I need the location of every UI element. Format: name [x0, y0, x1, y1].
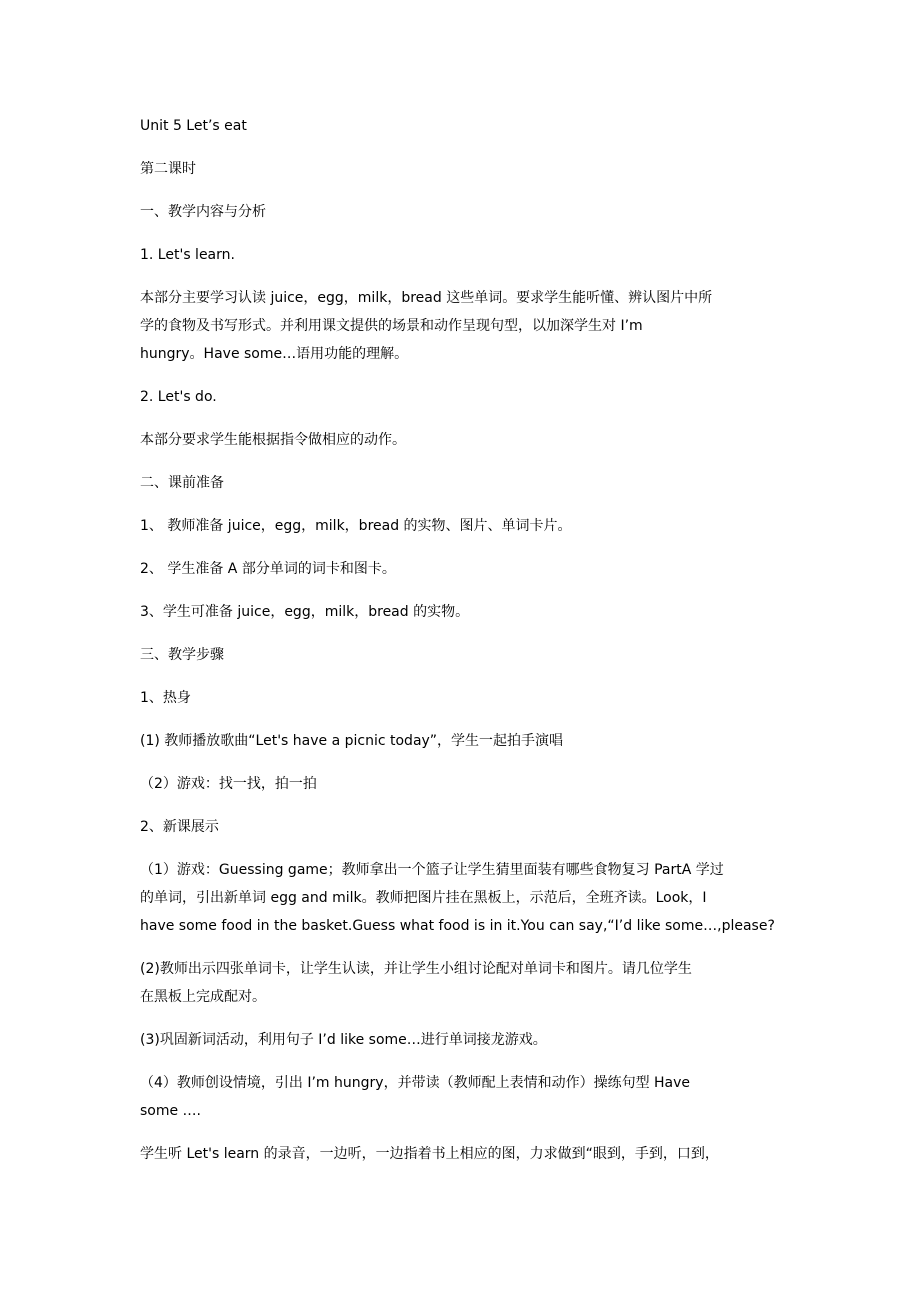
item1-heading: 1. Let's learn.	[140, 247, 235, 263]
section1-heading: 一、教学内容与分析	[140, 204, 266, 220]
document-title: Unit 5 Let’s eat	[140, 118, 247, 134]
step2-p4-line1: （4）教师创设情境，引出 I’m hungry，并带读（教师配上表情和动作）操练句型 Have	[140, 1075, 691, 1091]
step1-item-1: (1) 教师播放歌曲“Let's have a picnic today”，学生一起拍手演唱	[140, 733, 564, 749]
prep-item-1: 1、 教师准备 juice，egg，milk，bread 的实物、图片、单词卡片。	[140, 518, 572, 534]
step2-p2-line1: (2)教师出示四张单词卡，让学生认读，并让学生小组讨论配对单词卡和图片。请几位学生	[140, 961, 692, 977]
step2-p5: 学生听 Let's learn 的录音，一边听，一边指着书上相应的图，力求做到“眼到，手到，口到，	[140, 1146, 719, 1162]
lesson-label: 第二课时	[140, 161, 196, 177]
step2-p1-line2: 的单词，引出新单词 egg and milk。教师把图片挂在黑板上，示范后，全班齐读。Look，I	[140, 890, 707, 906]
section2-heading: 二、课前准备	[140, 475, 224, 491]
prep-item-2: 2、 学生准备 A 部分单词的词卡和图卡。	[140, 561, 396, 577]
item1-body-line3: hungry。Have some…语用功能的理解。	[140, 346, 409, 362]
section3-heading: 三、教学步骤	[140, 647, 224, 663]
step1-item-2: （2）游戏：找一找，拍一拍	[140, 776, 317, 792]
step2-p3: (3)巩固新词活动，利用句子 I’d like some…进行单词接龙游戏。	[140, 1032, 547, 1048]
step2-heading: 2、新课展示	[140, 819, 219, 835]
step2-p4-line2: some ….	[140, 1103, 202, 1119]
step2-p1-line1: （1）游戏：Guessing game；教师拿出一个篮子让学生猜里面装有哪些食物复习 PartA 学过	[140, 862, 724, 878]
item1-body-line1: 本部分主要学习认读 juice，egg，milk，bread 这些单词。要求学生能听懂、辨认图片中所	[140, 290, 713, 306]
step2-p2-line2: 在黑板上完成配对。	[140, 989, 266, 1005]
step1-heading: 1、热身	[140, 690, 191, 706]
step2-p1-line3: have some food in the basket.Guess what food is in it.You can say,“I’d like some…,please?	[140, 918, 775, 934]
item1-body-line2: 学的食物及书写形式。并利用课文提供的场景和动作呈现句型，以加深学生对 I’m	[140, 318, 643, 334]
item2-body: 本部分要求学生能根据指令做相应的动作。	[140, 432, 406, 448]
prep-item-3: 3、学生可准备 juice，egg，milk，bread 的实物。	[140, 604, 470, 620]
item2-heading: 2. Let's do.	[140, 389, 217, 405]
